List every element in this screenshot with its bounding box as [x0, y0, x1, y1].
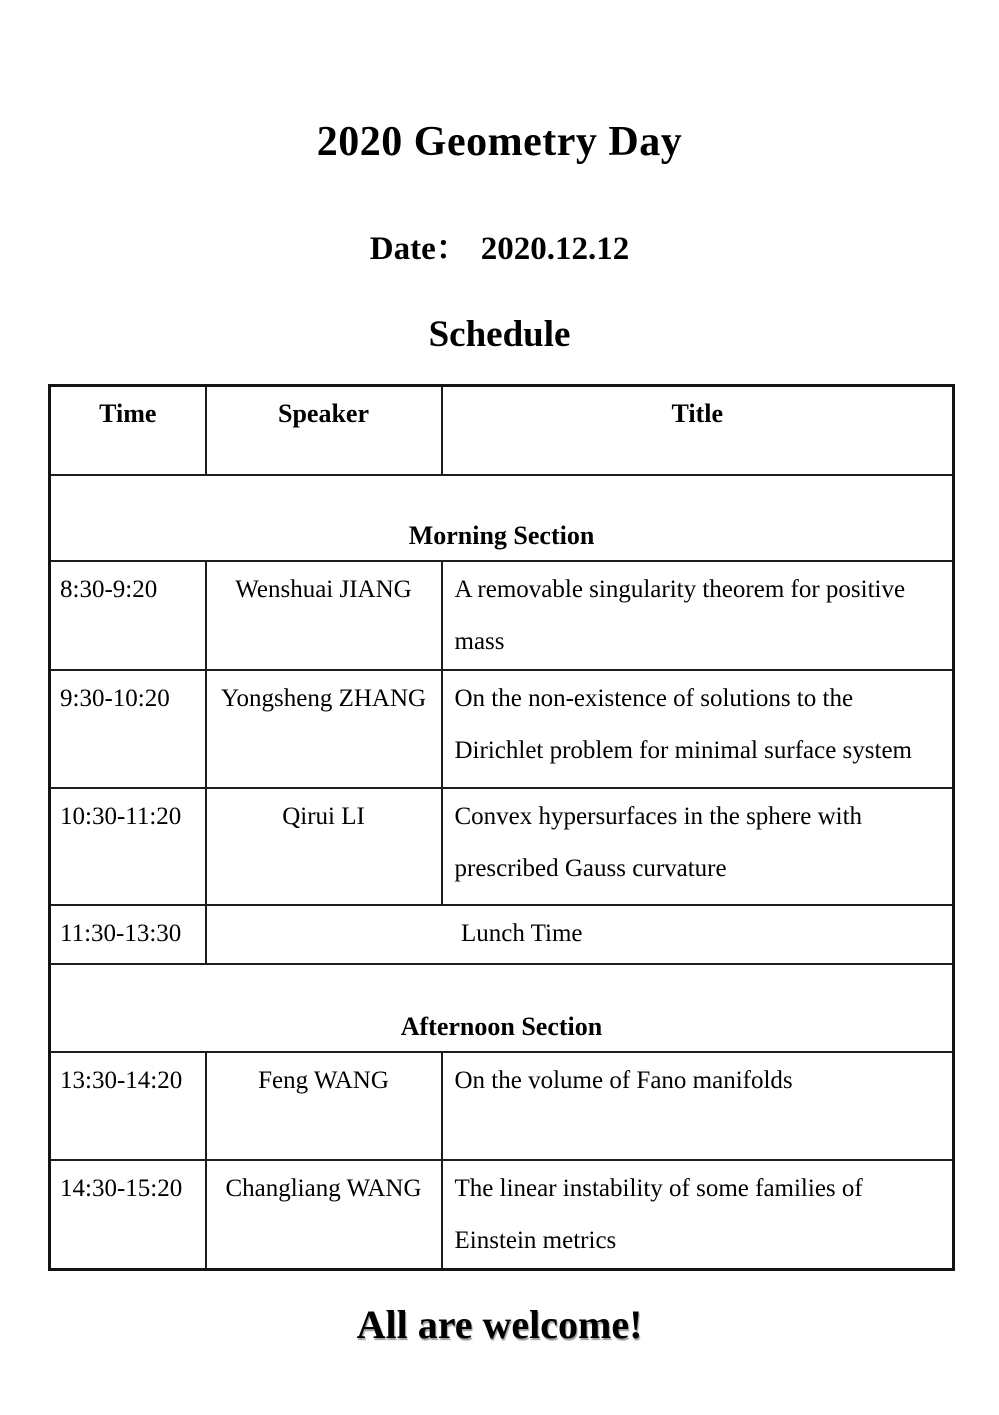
- talk-title: On the volume of Fano manifolds: [442, 1052, 954, 1160]
- talk-speaker: Feng WANG: [206, 1052, 442, 1160]
- talk-time: 10:30-11:20: [50, 788, 206, 905]
- lunch-time-range: 11:30-13:30: [50, 905, 206, 964]
- afternoon-section-row: [50, 964, 954, 1052]
- column-header-time: Time: [50, 386, 206, 476]
- morning-section-row: [50, 475, 954, 561]
- talk-time: 8:30-9:20: [50, 561, 206, 670]
- afternoon-section-label: Afternoon Section: [50, 964, 954, 1052]
- talk-title: The linear instability of some families of Einstein metrics: [442, 1160, 954, 1270]
- lunch-row: [50, 905, 954, 964]
- table-row: [50, 670, 954, 788]
- date-value: 2020.12.12: [480, 231, 630, 267]
- talk-time: 9:30-10:20: [50, 670, 206, 788]
- table-row: [50, 1052, 954, 1160]
- talk-speaker: Changliang WANG: [206, 1160, 442, 1270]
- table-header-row: [50, 386, 954, 476]
- talk-title: On the non-existence of solutions to the Dirichlet problem for minimal surface system: [442, 670, 954, 788]
- page-title: 2020 Geometry Day: [316, 119, 683, 165]
- talk-title: Convex hypersurfaces in the sphere with prescribed Gauss curvature: [442, 788, 954, 905]
- talk-speaker: Yongsheng ZHANG: [206, 670, 442, 788]
- schedule-table: [48, 384, 955, 1271]
- morning-section-label: Morning Section: [50, 475, 954, 561]
- column-header-speaker: Speaker: [206, 386, 442, 476]
- date-line: [0, 222, 999, 269]
- footer-message: All are welcome!: [356, 1302, 643, 1347]
- lunch-label: Lunch Time: [206, 905, 954, 964]
- column-header-title: Title: [442, 386, 954, 476]
- talk-time: 14:30-15:20: [50, 1160, 206, 1270]
- talk-title: A removable singularity theorem for positive mass: [442, 561, 954, 670]
- talk-time: 13:30-14:20: [50, 1052, 206, 1160]
- table-row: [50, 1160, 954, 1270]
- table-row: [50, 788, 954, 905]
- date-label: Date：: [369, 231, 469, 267]
- talk-speaker: Qirui LI: [206, 788, 442, 905]
- schedule-heading: Schedule: [428, 314, 571, 355]
- talk-speaker: Wenshuai JIANG: [206, 561, 442, 670]
- table-row: [50, 561, 954, 670]
